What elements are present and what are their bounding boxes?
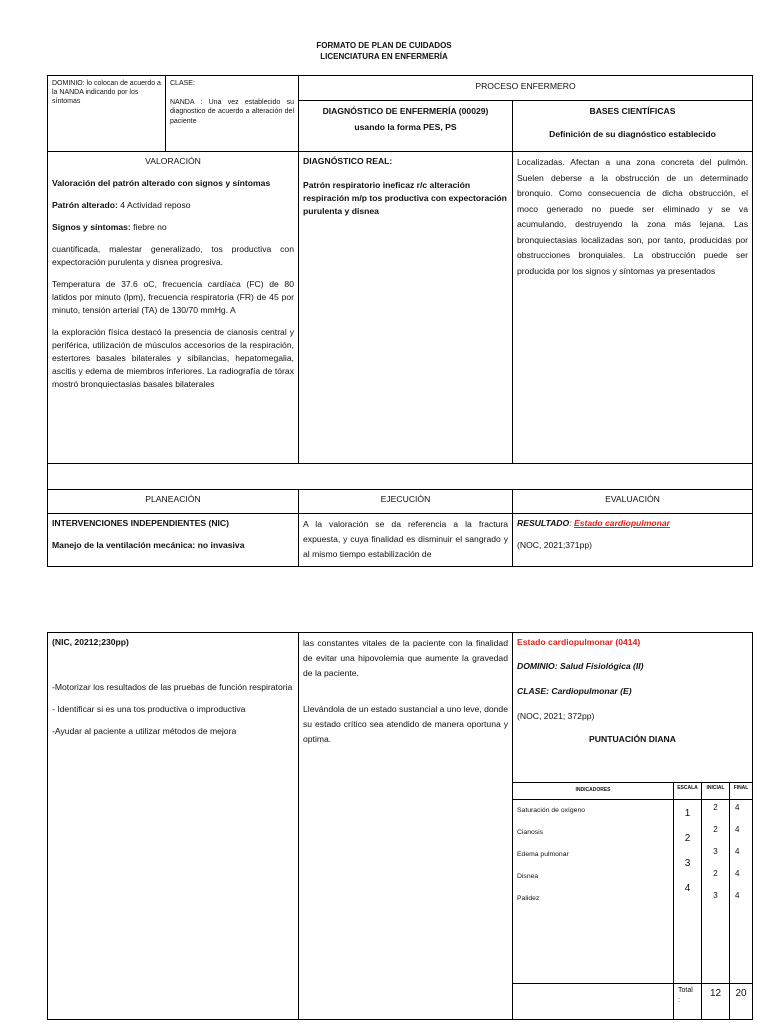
indicadores-header: INDICADORES bbox=[512, 782, 674, 800]
inicial-value: 3 bbox=[713, 847, 718, 856]
bases-header-cell bbox=[512, 100, 753, 152]
proceso-enfermero-header bbox=[298, 75, 753, 101]
valoracion-paragraph-1: cuantificada, malestar generalizado, tos productiva con expectoración purulenta y disnea progresiva. bbox=[52, 244, 294, 267]
signos-sintomas bbox=[52, 221, 294, 234]
nic-item: Manejo de la ventilación mecánica: no invasiva bbox=[52, 540, 245, 550]
diagnostico-real-title: DIAGNÓSTICO REAL: bbox=[303, 156, 393, 166]
evaluacion-label: EVALUACIÓN bbox=[605, 494, 660, 504]
nic-activities-cell bbox=[47, 632, 299, 1020]
indicator-name: Palidez bbox=[517, 895, 540, 902]
signos-value: fiebre no bbox=[130, 222, 167, 232]
inicial-header: INICIAL bbox=[701, 782, 730, 800]
planeacion-cell bbox=[47, 513, 299, 567]
valoracion-paragraph-2: Temperatura de 37.6 oC, frecuencia cardíaca (FC) de 80 latidos por minuto (lpm), frecuencia respiratoria (FR) de 45 por minuto, tensión arterial (TA) de 130/70 mmHg. A bbox=[52, 279, 294, 315]
total-spacer bbox=[512, 983, 674, 1020]
total-cell bbox=[673, 983, 702, 1020]
diagnostico-subheader: usando la forma PES, PS bbox=[354, 122, 457, 132]
nic-ref: (NIC, 20212;230pp) bbox=[52, 637, 129, 647]
nic-title: INTERVENCIONES INDEPENDIENTES (NIC) bbox=[52, 518, 229, 528]
inicial-value: 3 bbox=[713, 891, 718, 900]
resultado-line bbox=[517, 517, 748, 530]
total-final-cell bbox=[729, 983, 753, 1020]
clase-label: CLASE: bbox=[170, 80, 195, 87]
activity-1: -Motorizar los resultados de las pruebas de función respiratoria bbox=[52, 682, 293, 692]
final-value: 4 bbox=[735, 803, 740, 812]
planeacion-header bbox=[47, 489, 299, 514]
ejecucion-continued-cell bbox=[298, 632, 513, 1020]
inicial-value: 2 bbox=[713, 803, 718, 812]
inicial-value: 2 bbox=[713, 869, 718, 878]
inicial-column bbox=[701, 799, 730, 984]
empty-row bbox=[47, 463, 753, 490]
activity-2: - Identificar si es una tos productiva o improductiva bbox=[52, 704, 246, 714]
valoracion-title: VALORACIÓN bbox=[145, 156, 201, 166]
proceso-enfermero-label: PROCESO ENFERMERO bbox=[475, 81, 576, 91]
evaluacion-header bbox=[512, 489, 753, 514]
ejecucion-header bbox=[298, 489, 513, 514]
eval-dominio: DOMINIO: Salud Fisiológica (II) bbox=[517, 661, 644, 671]
dominio-text: DOMINIO: lo colocan de acuerdo a la NANDA indicando por los síntomas bbox=[52, 80, 161, 105]
escala-value: 2 bbox=[684, 833, 691, 844]
signos-label: Signos y síntomas: bbox=[52, 222, 131, 232]
total-label: Total bbox=[678, 987, 693, 994]
ejecucion-text-3: Llevándola de un estado sustancial a uno leve, donde su estado crítico sea atendido de manera oportuna y optima. bbox=[303, 704, 508, 744]
bases-text-cell bbox=[512, 151, 753, 464]
escala-header: ESCALA bbox=[673, 782, 702, 800]
bases-subheader: Definición de su diagnóstico establecido bbox=[549, 129, 716, 139]
final-header: FINAL bbox=[729, 782, 753, 800]
valoracion-subtitle: Valoración del patrón alterado con signos y síntomas bbox=[52, 178, 271, 188]
indicators-column bbox=[512, 799, 674, 984]
inicial-value: 2 bbox=[713, 825, 718, 834]
resultado-separator: : bbox=[569, 518, 574, 528]
patron-label: Patrón alterado: bbox=[52, 200, 118, 210]
diagnostico-real-text: Patrón respiratorio ineficaz r/c alteración respiración m/p tos productiva con expectoración purulenta y disnea bbox=[303, 180, 507, 216]
clase-text: NANDA : Una vez establecido su diagnostico de acuerdo a alteración del paciente bbox=[170, 98, 294, 125]
ejecucion-text-2: las constantes vitales de la paciente con la finalidad de evitar una hipovolemia que aumente la gravedad de la paciente. bbox=[303, 638, 508, 678]
noc-ref: (NOC, 2021;371pp) bbox=[517, 540, 592, 550]
activity-3: -Ayudar al paciente a utilizar métodos de mejora bbox=[52, 726, 237, 736]
diagnostico-real-cell bbox=[298, 151, 513, 464]
total-inicial: 12 bbox=[709, 988, 722, 999]
diagnostico-header-cell bbox=[298, 100, 513, 152]
indicator-name: Disnea bbox=[517, 873, 539, 880]
document-title: FORMATO DE PLAN DE CUIDADOS bbox=[316, 41, 452, 50]
eval-title: Estado cardiopulmonar (0414) bbox=[517, 637, 641, 647]
indicator-name: Edema pulmonar bbox=[517, 851, 569, 858]
final-value: 4 bbox=[735, 891, 740, 900]
escala-column bbox=[673, 799, 702, 984]
escala-value: 4 bbox=[684, 883, 691, 894]
total-final: 20 bbox=[735, 988, 747, 999]
diagnostico-header: DIAGNÓSTICO DE ENFERMERÍA (00029) bbox=[322, 106, 489, 116]
evaluacion-cell bbox=[512, 513, 753, 567]
ejecucion-cell bbox=[298, 513, 513, 567]
bases-header: BASES CIENTÍFICAS bbox=[589, 106, 676, 116]
resultado-value: Estado cardiopulmonar bbox=[573, 518, 670, 528]
eval-clase: CLASE: Cardiopulmonar (E) bbox=[517, 686, 632, 696]
resultado-label: RESULTADO bbox=[517, 518, 570, 528]
eval-noc-ref: (NOC, 2021; 372pp) bbox=[517, 711, 595, 721]
valoracion-cell bbox=[47, 151, 299, 464]
total-colon: : bbox=[678, 997, 680, 1004]
escala-value: 1 bbox=[684, 808, 691, 819]
planeacion-label: PLANEACIÓN bbox=[145, 494, 201, 504]
patron-value: 4 Actividad reposo bbox=[117, 200, 191, 210]
puntuacion-diana: PUNTUACIÓN DIANA bbox=[589, 734, 676, 744]
final-column bbox=[729, 799, 753, 984]
total-inicial-cell bbox=[701, 983, 730, 1020]
final-value: 4 bbox=[735, 847, 740, 856]
indicator-name: Cianosis bbox=[517, 829, 544, 836]
document-subtitle: LICENCIATURA EN ENFERMERÍA bbox=[320, 52, 448, 61]
bases-text: Localizadas. Afectan a una zona concreta del pulmón. Suelen deberse a la obstrucción de un determinado bronquio. Como consecuencia de dicha obstrucción, el moco generado no puede ser eliminado y se va acumulando, destruyendo la zona más lejana. Las bronquiectasias localizadas son, por tanto, producidas por obstrucciones bronquiales. La obstrucción puede ser producida por los signos y síntomas ya presentados bbox=[517, 157, 748, 276]
final-value: 4 bbox=[735, 869, 740, 878]
indicator-name: Saturación de oxígeno bbox=[517, 807, 586, 814]
ejecucion-text: A la valoración se da referencia a la fractura expuesta, y cuya finalidad es disminuir el sangrado y al mismo tiempo estabilización de bbox=[303, 519, 508, 559]
escala-value: 3 bbox=[684, 858, 691, 869]
valoracion-paragraph-3: la exploración física destacó la presencia de cianosis central y periférica, utilización de músculos accesorios de la respiración, estertores basales bilaterales y sibilancias, hepatomegalia, ascitis y edema de miembros inferiores. La radiografía de tórax mostró bronquiectasias basales bilaterales bbox=[52, 327, 294, 389]
clase-cell bbox=[165, 75, 299, 152]
dominio-cell bbox=[47, 75, 166, 152]
patron-alterado bbox=[52, 199, 294, 212]
ejecucion-label: EJECUCIÓN bbox=[380, 494, 431, 504]
final-value: 4 bbox=[735, 825, 740, 834]
